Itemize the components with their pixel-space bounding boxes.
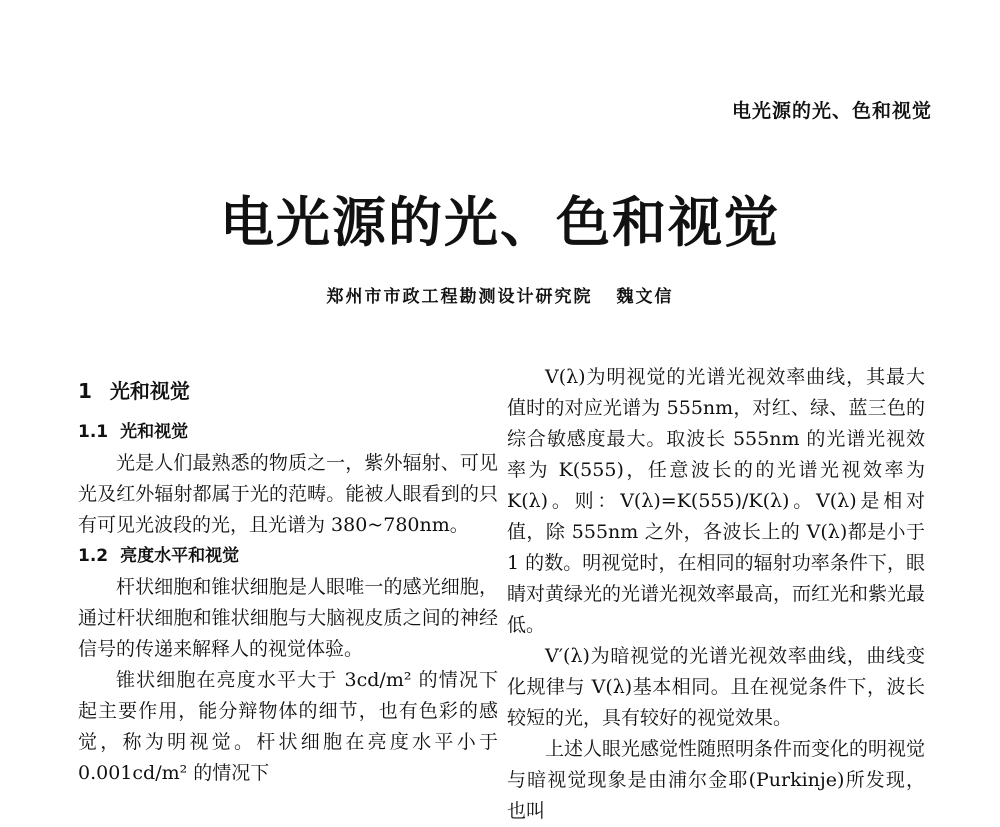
section-number: 1 — [78, 379, 92, 403]
paragraph: 上述人眼光感觉性随照明条件而变化的明视觉与暗视觉现象是由浦尔金耶(Purkinje)所发现，也叫 — [507, 738, 926, 822]
right-column — [507, 362, 925, 827]
paragraph: 杆状细胞和锥状细胞是人眼唯一的感光细胞，通过杆状细胞和锥状细胞与大脑视皮质之间的神经信号的传递来解释人的视觉体验。 — [78, 576, 498, 660]
subsection-title: 光和视觉 — [120, 422, 189, 442]
byline — [0, 282, 1000, 307]
left-column — [78, 362, 498, 789]
paragraph: V(λ)为明视觉的光谱光视效率曲线，其最大值时的对应光谱为 555nm，对红、绿、蓝三色的综合敏感度最大。取波长 555nm 的光谱光视效率为 K(555)，任意波长的的光谱光视效率为 K(λ)。则：V(λ)=K(555)/K(λ)。V(λ)是相对值，除 555nm 之外，各波长上的 V(λ)都是小于 1 的数。明视觉时，在相同的辐射功率条件下，眼睛对黄绿光的光谱光视效率最高，而红光和紫光最低。 — [507, 366, 926, 636]
subsection-heading-1-2 — [78, 541, 498, 572]
running-header: 电光源的光、色和视觉 — [731, 100, 932, 122]
author-name: 魏文信 — [616, 287, 674, 307]
subsection-heading-1-1 — [78, 417, 498, 448]
section-heading-1 — [78, 376, 498, 407]
article-title: 电光源的光、色和视觉 — [220, 191, 780, 254]
section-title: 光和视觉 — [109, 379, 190, 403]
paragraph: V′(λ)为暗视觉的光谱光视效率曲线，曲线变化规律与 V(λ)基本相同。且在视觉条件下，波长较短的光，具有较好的视觉效果。 — [507, 645, 925, 729]
affiliation: 郑州市市政工程勘测设计研究院 — [326, 287, 593, 307]
paragraph: 光是人们最熟悉的物质之一，紫外辐射、可见光及红外辐射都属于光的范畴。能被人眼看到的只有可见光波段的光，且光谱为 380~780nm。 — [78, 452, 498, 536]
paragraph: 锥状细胞在亮度水平大于 3cd/m² 的情况下起主要作用，能分辩物体的细节，也有色彩的感觉，称为明视觉。杆状细胞在亮度水平小于 0.001cd/m² 的情况下 — [78, 669, 498, 784]
subsection-title: 亮度水平和视觉 — [120, 546, 240, 566]
subsection-number: 1.1 — [78, 422, 109, 442]
subsection-number: 1.2 — [78, 546, 109, 566]
